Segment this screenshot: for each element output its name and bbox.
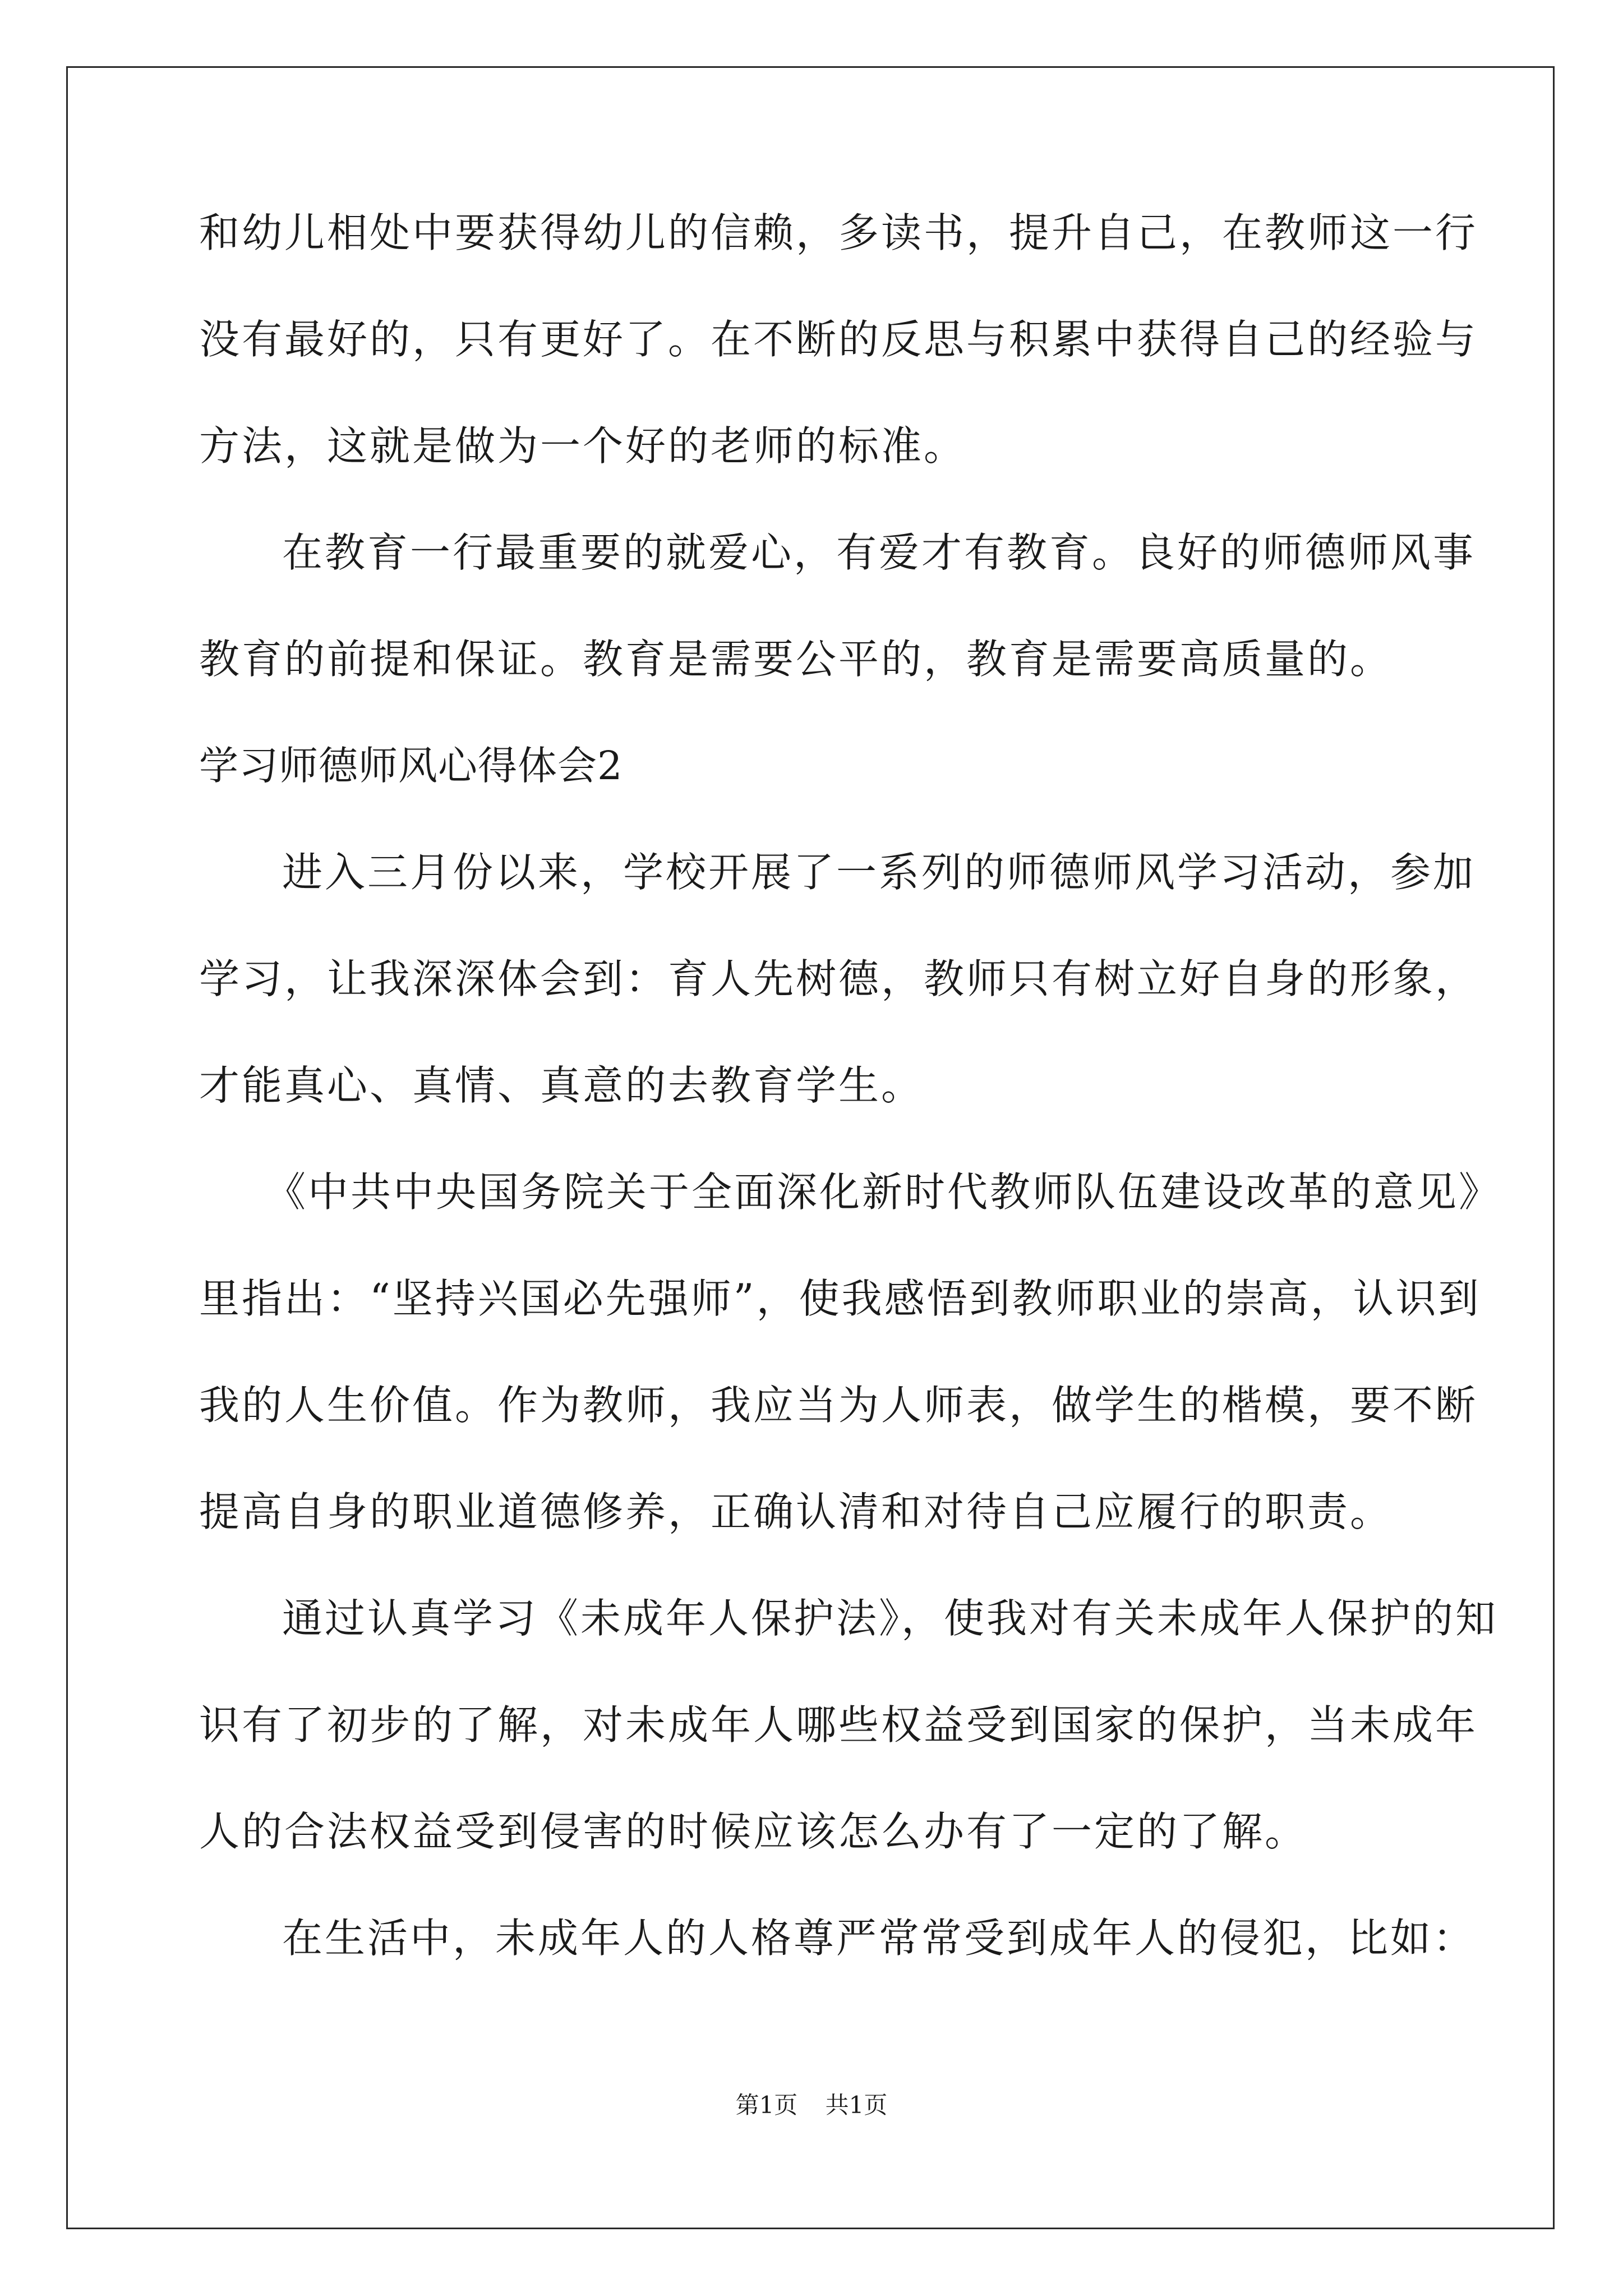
page-number-total: 共1页: [825, 2091, 888, 2119]
page-border: [66, 66, 1555, 2229]
paragraph-line: 和幼儿相处中要获得幼儿的信赖，多读书，提升自己，在教师这一行: [199, 209, 1478, 256]
page-footer: [0, 2087, 1623, 2120]
paragraph-line: 进入三月份以来，学校开展了一系列的师德师风学习活动，参加: [282, 849, 1476, 896]
paragraph-line: 我的人生价值。作为教师，我应当为人师表，做学生的楷模，要不断: [199, 1382, 1478, 1429]
paragraph-line: 教育的前提和保证。教育是需要公平的，教育是需要高质量的。: [199, 636, 1393, 683]
paragraph-line: 在生活中，未成年人的人格尊严常常受到成年人的侵犯，比如：: [282, 1915, 1476, 1962]
paragraph-line: 识有了初步的了解，对未成年人哪些权益受到国家的保护，当未成年: [199, 1701, 1478, 1749]
paragraph-line: 方法，这就是做为一个好的老师的标准。: [199, 422, 967, 470]
paragraph-line: 学习，让我深深体会到：育人先树德，教师只有树立好自身的形象，: [199, 955, 1478, 1002]
paragraph-line: 里指出：“坚持兴国必先强师”，使我感悟到教师职业的崇高，认识到: [199, 1275, 1481, 1322]
paragraph-line: 人的合法权益受到侵害的时候应该怎么办有了一定的了解。: [199, 1808, 1308, 1855]
section-heading: 学习师德师风心得体会2: [199, 743, 623, 789]
page-number-current: 第1页: [735, 2091, 798, 2119]
paragraph-line: 《中共中央国务院关于全面深化新时代教师队伍建设改革的意见》: [265, 1168, 1502, 1216]
paragraph-line: 才能真心、真情、真意的去教育学生。: [199, 1062, 924, 1109]
paragraph-line: 提高自身的职业道德修养，正确认清和对待自己应履行的职责。: [199, 1488, 1393, 1535]
paragraph-line: 没有最好的，只有更好了。在不断的反思与积累中获得自己的经验与: [199, 316, 1478, 363]
paragraph-line: 通过认真学习《未成年人保护法》，使我对有关未成年人保护的知: [282, 1595, 1498, 1642]
paragraph-line: 在教育一行最重要的就爱心，有爱才有教育。良好的师德师风事: [282, 529, 1476, 576]
